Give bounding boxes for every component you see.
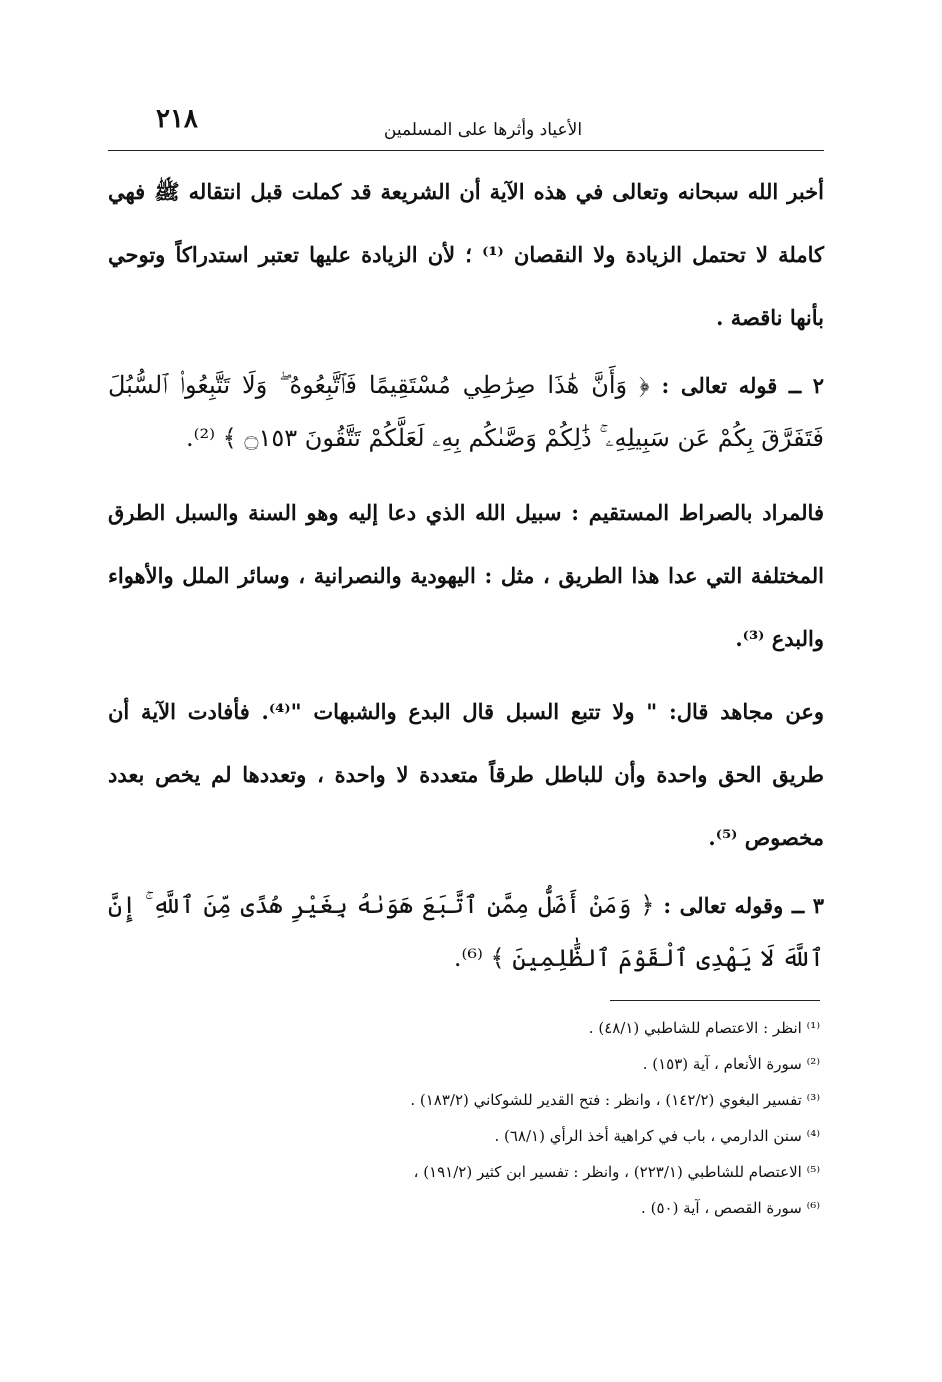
paragraph-5-verse: ﴿ وَمَنْ أَضَلُّ مِمَّنِ ٱتَّبَعَ هَوَىٰهُ بِغَيْرِ هُدًى مِّنَ ٱللَّهِ ۚ إِنَّ ٱللَّهَ لَا يَهْدِى ٱلْقَوْمَ ٱلظَّٰلِمِينَ ﴾ ⁽⁶⁾. (108, 891, 824, 972)
footnote-3: ⁽³⁾ تفسير البغوي (١٤٢/٢) ، وانظر : فتح القدير للشوكاني (١٨٣/٢) . (410, 1091, 820, 1109)
paragraph-3: فالمراد بالصراط المستقيم : سبيل الله الذي دعا إليه وهو السنة والسبل الطرق المختلفة التي عدا هذا الطريق ، مثل : اليهودية والنصرانية ، وسائر الملل والأهواء والبدع ⁽³⁾. (108, 500, 824, 651)
paragraph-5-quran-quote (108, 879, 824, 985)
main-text (108, 160, 824, 991)
footnote-divider (610, 1000, 820, 1001)
paragraph-5-lead: ٣ ــ وقوله تعالى : (663, 893, 825, 918)
running-title: الأعياد وأثرها على المسلمين (383, 120, 583, 140)
footnote-1: ⁽¹⁾ انظر : الاعتصام للشاطبي (٤٨/١) . (588, 1019, 820, 1037)
footnote-5: ⁽⁵⁾ الاعتصام للشاطبي (٢٢٣/١) ، وانظر : تفسير ابن كثير (١٩١/٢) ، (413, 1163, 820, 1181)
footnote-6: ⁽⁶⁾ سورة القصص ، آية (٥٠) . (641, 1199, 820, 1217)
paragraph-4: وعن مجاهد قال: " ولا تتبع السبل قال البدع والشبهات "⁽⁴⁾. فأفادت الآية أن طريق الحق واحدة وأن للباطل طرقاً متعددة لا واحدة ، وتعددها لم يخص بعدد مخصوص ⁽⁵⁾. (108, 699, 824, 850)
paragraph-2-lead: ٢ ــ قوله تعالى : (661, 373, 825, 398)
page-number: ٢١٨ (156, 104, 198, 134)
footnote-4: ⁽⁴⁾ سنن الدارمي ، باب في كراهية أخذ الرأي (٦٨/١) . (494, 1127, 820, 1145)
paragraph-2-quran-quote (108, 359, 824, 465)
paragraph-1: أخبر الله سبحانه وتعالى في هذه الآية أن الشريعة قد كملت قبل انتقاله ﷺ فهي كاملة لا تحتمل الزيادة ولا النقصان ⁽¹⁾ ؛ لأن الزيادة عليها تعتبر استدراكاً وتوحي بأنها ناقصة . (108, 179, 824, 330)
page-header (108, 100, 824, 151)
footnote-2: ⁽²⁾ سورة الأنعام ، آية (١٥٣) . (642, 1055, 820, 1073)
footnotes (300, 1010, 820, 1226)
paragraph-2-verse: ﴿ وَأَنَّ هَٰذَا صِرَٰطِي مُسْتَقِيمًا فَٱتَّبِعُوهُ ۖ وَلَا تَتَّبِعُوا۟ ٱلسُّبُلَ فَتَفَرَّقَ بِكُمْ عَن سَبِيلِهِۦ ۚ ذَٰلِكُمْ وَصَّىٰكُم بِهِۦ لَعَلَّكُمْ تَتَّقُونَ ۝١٥٣ ﴾ ⁽²⁾. (108, 371, 824, 452)
